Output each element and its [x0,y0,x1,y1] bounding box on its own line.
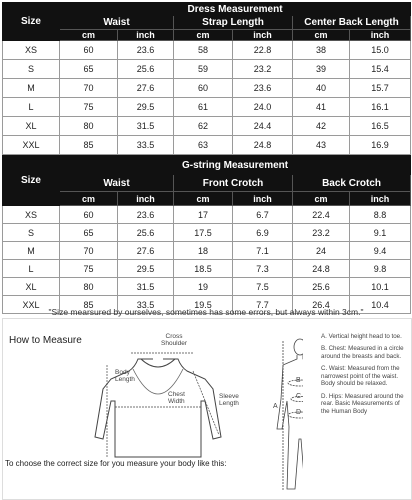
table-row [3,242,411,260]
value-cell: 65 [60,224,118,242]
figure-letter-b: B [296,377,301,384]
value-cell: 10.4 [350,296,411,314]
value-cell: 7.5 [233,278,293,296]
value-cell: 16.9 [350,136,411,155]
table-row [3,117,411,136]
unit-header: cm [60,192,118,206]
sweater-outline [95,359,221,457]
value-cell: 17 [174,206,233,224]
unit-header: inch [118,30,174,41]
value-cell: 29.5 [118,260,174,278]
value-cell: 18 [174,242,233,260]
value-cell: 7.3 [233,260,293,278]
value-cell: 70 [60,79,118,98]
size-cell: S [3,60,60,79]
unit-header: cm [60,30,118,41]
cross-shoulder-label: Cross Shoulder [161,333,188,348]
legend-item: D. Hips: Measured around the rear. Basic Measurements of the Human Body [321,392,404,415]
value-cell: 31.5 [118,117,174,136]
value-cell: 23.6 [233,79,293,98]
sweater-diagram [3,319,303,499]
unit-header: inch [233,192,293,206]
how-to-measure-heading: How to Measure [9,335,82,346]
table-row [3,278,411,296]
size-cell: L [3,260,60,278]
size-cell: XXL [3,296,60,314]
value-cell: 19 [174,278,233,296]
legend-item: C. Waist: Measured from the narrowest point of the waist. Body should be relaxed. [321,365,400,388]
table-row [3,79,411,98]
unit-header: inch [350,30,411,41]
sleeve-length-label: Sleeve Length [219,393,239,408]
dress-table-title: Dress Measurement [60,3,411,16]
size-cell: XS [3,206,60,224]
value-cell: 16.1 [350,98,411,117]
unit-header: cm [293,192,350,206]
unit-header: inch [118,192,174,206]
value-cell: 24.8 [293,260,350,278]
value-cell: 63 [174,136,233,155]
value-cell: 17.5 [174,224,233,242]
group-header: Back Crotch [293,175,411,192]
value-cell: 15.0 [350,41,411,60]
size-cell: XL [3,278,60,296]
value-cell: 31.5 [118,278,174,296]
figure-letter-c: C [296,393,302,400]
value-cell: 60 [60,206,118,224]
size-cell: L [3,98,60,117]
value-cell: 23.2 [233,60,293,79]
value-cell: 10.1 [350,278,411,296]
value-cell: 75 [60,98,118,117]
value-cell: 6.9 [233,224,293,242]
value-cell: 7.1 [233,242,293,260]
value-cell: 7.7 [233,296,293,314]
table-row [3,136,411,155]
value-cell: 24.4 [233,117,293,136]
size-column-header: Size [3,156,60,206]
value-cell: 38 [293,41,350,60]
value-cell: 25.6 [293,278,350,296]
table-row [3,206,411,224]
group-header: Front Crotch [174,175,293,192]
value-cell: 41 [293,98,350,117]
size-cell: XXL [3,136,60,155]
table-row [3,60,411,79]
value-cell: 75 [60,260,118,278]
legend-item: B. Chest: Measured in a circle around the breasts and back. [321,345,404,360]
value-cell: 23.2 [293,224,350,242]
how-to-measure-panel [2,318,412,500]
choose-size-instruction: To choose the correct size for you measure your body like this: [5,459,227,468]
value-cell: 60 [60,41,118,60]
value-cell: 61 [174,98,233,117]
value-cell: 58 [174,41,233,60]
value-cell: 85 [60,296,118,314]
unit-header: cm [174,30,233,41]
value-cell: 9.4 [350,242,411,260]
legend-item: A. Vertical height head to toe. [321,333,402,340]
value-cell: 25.6 [118,60,174,79]
chest-width-label: Chest Width [168,391,185,406]
value-cell: 40 [293,79,350,98]
value-cell: 8.8 [350,206,411,224]
value-cell: 85 [60,136,118,155]
value-cell: 29.5 [118,98,174,117]
unit-header: inch [233,30,293,41]
group-header: Strap Length [174,16,293,30]
measurement-note: "Size mearsured by ourselves, sometimes has some errors, but always within 3cm." [48,307,364,317]
value-cell: 39 [293,60,350,79]
size-cell: S [3,224,60,242]
value-cell: 33.5 [118,136,174,155]
group-header: Waist [60,16,174,30]
table-row [3,98,411,117]
table-row [3,260,411,278]
value-cell: 65 [60,60,118,79]
value-cell: 24.8 [233,136,293,155]
value-cell: 60 [174,79,233,98]
value-cell: 70 [60,242,118,260]
size-cell: M [3,242,60,260]
unit-header: cm [174,192,233,206]
value-cell: 18.5 [174,260,233,278]
value-cell: 15.4 [350,60,411,79]
figure-letter-a: A [273,403,278,410]
value-cell: 6.7 [233,206,293,224]
group-header: Waist [60,175,174,192]
value-cell: 33.5 [118,296,174,314]
value-cell: 22.8 [233,41,293,60]
table-row [3,41,411,60]
unit-header: inch [350,192,411,206]
size-cell: XL [3,117,60,136]
value-cell: 26.4 [293,296,350,314]
value-cell: 62 [174,117,233,136]
body-length-label: Body Length [115,369,135,384]
value-cell: 22.4 [293,206,350,224]
value-cell: 27.6 [118,242,174,260]
value-cell: 23.6 [118,206,174,224]
value-cell: 16.5 [350,117,411,136]
size-column-header: Size [3,3,60,41]
value-cell: 24.0 [233,98,293,117]
gstring-measurement-table [2,155,411,314]
value-cell: 19.5 [174,296,233,314]
dress-measurement-table [2,2,411,155]
size-cell: M [3,79,60,98]
gstring-table-title: G-string Measurement [60,156,411,175]
value-cell: 43 [293,136,350,155]
value-cell: 27.6 [118,79,174,98]
value-cell: 80 [60,117,118,136]
group-header: Center Back Length [293,16,411,30]
table-row [3,224,411,242]
unit-header: cm [293,30,350,41]
value-cell: 25.6 [118,224,174,242]
value-cell: 9.1 [350,224,411,242]
value-cell: 59 [174,60,233,79]
figure-letter-d: D [296,409,302,416]
value-cell: 80 [60,278,118,296]
value-cell: 15.7 [350,79,411,98]
value-cell: 42 [293,117,350,136]
value-cell: 23.6 [118,41,174,60]
value-cell: 9.8 [350,260,411,278]
size-cell: XS [3,41,60,60]
measurement-legend [321,333,409,420]
value-cell: 24 [293,242,350,260]
